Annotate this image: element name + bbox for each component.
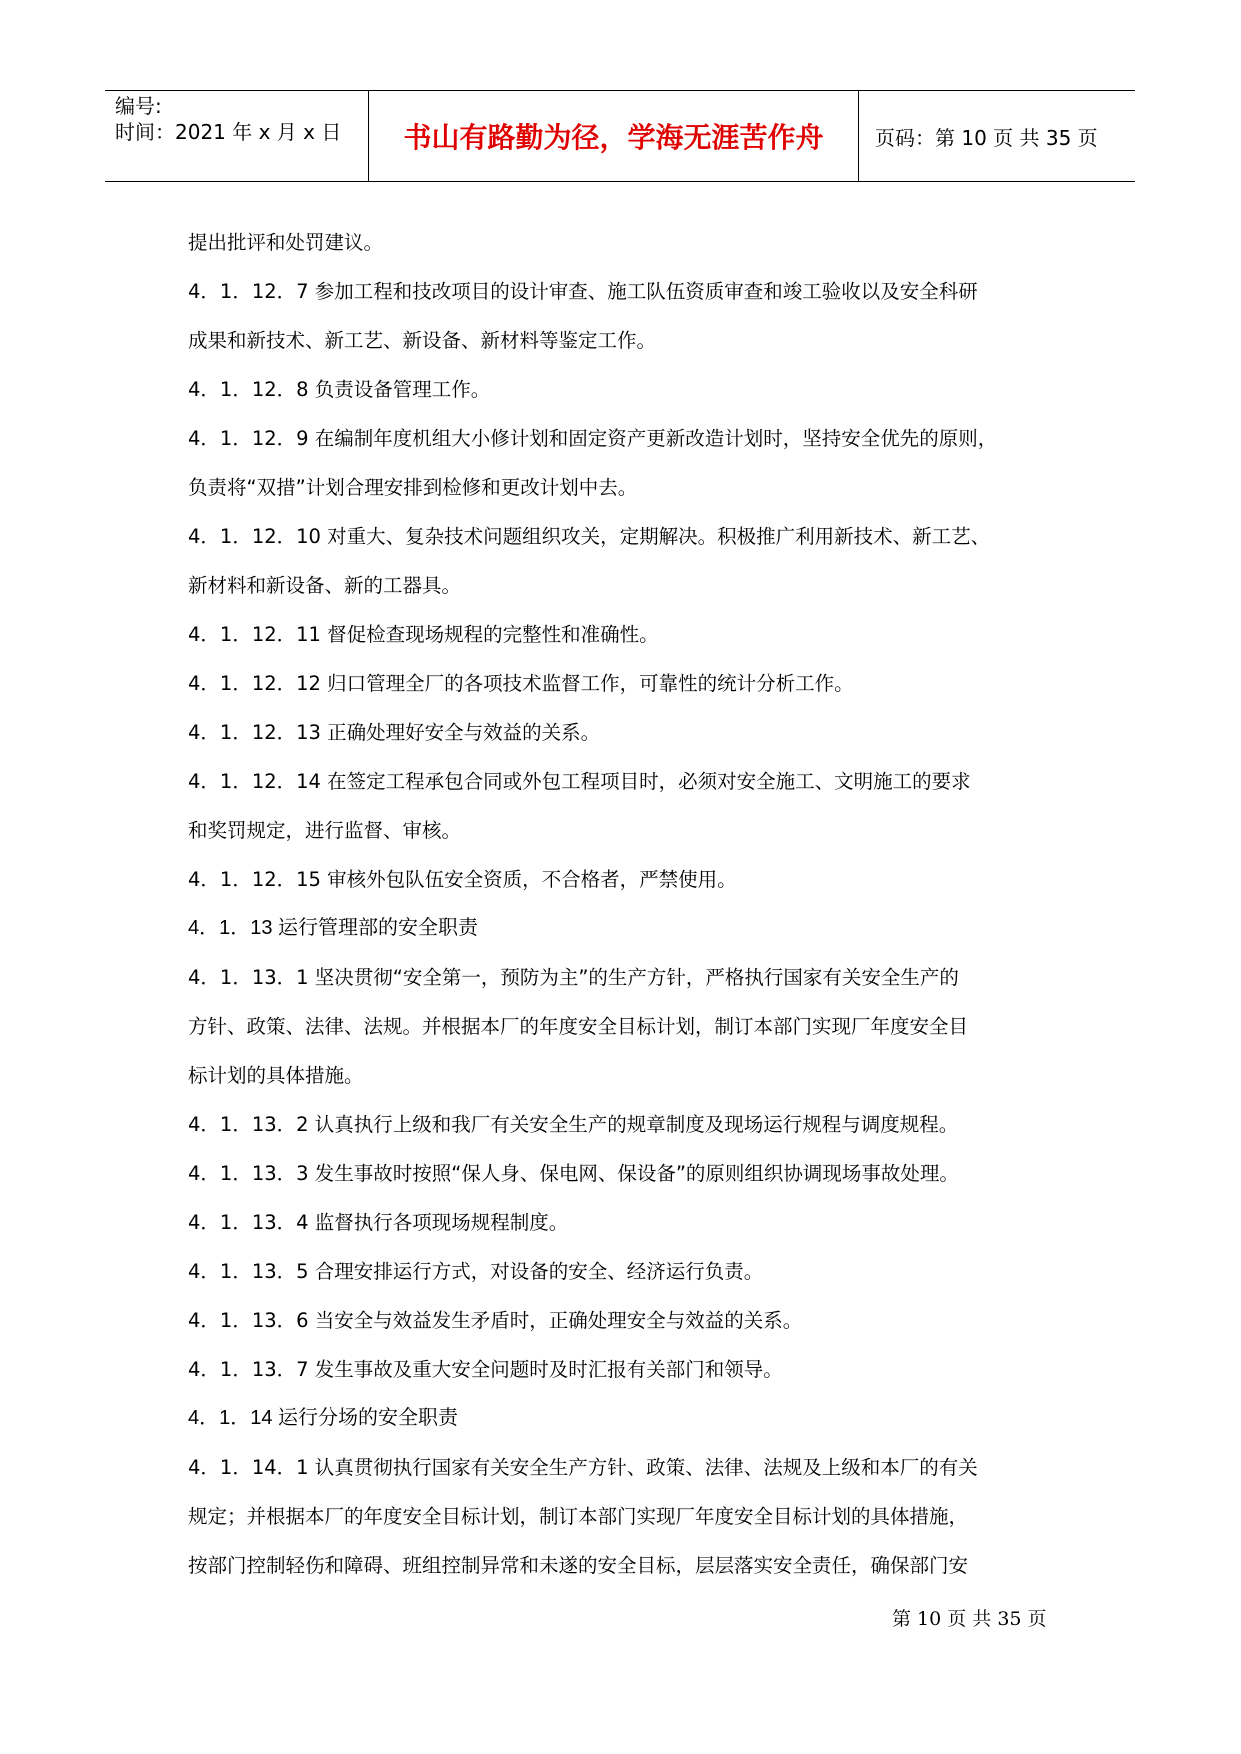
page-footer: 第 10 页 共 35 页 — [892, 1608, 1047, 1630]
header-info-cell — [105, 91, 369, 181]
body-line: 4．1．13．3 发生事故时按照“保人身、保电网、保设备”的原则组织协调现场事故处理。 — [188, 1162, 959, 1185]
body-line: 4．1．12．8 负责设备管理工作。 — [188, 378, 491, 401]
body-line: 4．1．12．9 在编制年度机组大小修计划和固定资产更新改造计划时，坚持安全优先的原则， — [188, 427, 998, 450]
body-line: 成果和新技术、新工艺、新设备、新材料等鉴定工作。 — [188, 329, 657, 352]
body-line: 4．1．12．11 督促检查现场规程的完整性和准确性。 — [188, 623, 659, 646]
body-line: 4．1．13．1 坚决贯彻“安全第一，预防为主”的生产方针，严格执行国家有关安全生产的 — [188, 966, 959, 989]
body-line: 4．1．12．14 在签定工程承包合同或外包工程项目时，必须对安全施工、文明施工的要求 — [188, 770, 971, 793]
header-motto-cell — [369, 91, 859, 181]
body-line: 负责将“双措”计划合理安排到检修和更改计划中去。 — [188, 476, 638, 499]
body-line: 方针、政策、法律、法规。并根据本厂的年度安全目标计划，制订本部门实现厂年度安全目 — [188, 1015, 969, 1038]
body-line: 规定；并根据本厂的年度安全目标计划，制订本部门实现厂年度安全目标计划的具体措施， — [188, 1505, 969, 1528]
header-motto: 书山有路勤为径，学海无涯苦作舟 — [403, 121, 824, 154]
body-line: 4．1．13．7 发生事故及重大安全问题时及时汇报有关部门和领导。 — [188, 1358, 783, 1381]
page-header — [105, 90, 1135, 182]
body-line: 4．1．14．1 认真贯彻执行国家有关安全生产方针、政策、法律、法规及上级和本厂的有关 — [188, 1456, 978, 1479]
body-line: 4．1．13．5 合理安排运行方式，对设备的安全、经济运行负责。 — [188, 1260, 764, 1283]
header-page-code: 页码：第 10 页 共 35 页 — [875, 126, 1098, 150]
body-line: 和奖罚规定，进行监督、审核。 — [188, 819, 462, 842]
body-line: 4．1．13．4 监督执行各项现场规程制度。 — [188, 1211, 569, 1234]
body-line: 4．1．12．7 参加工程和技改项目的设计审查、施工队伍资质审查和竣工验收以及安全科研 — [188, 280, 978, 303]
body-line: 4．1．12．12 归口管理全厂的各项技术监督工作，可靠性的统计分析工作。 — [188, 672, 854, 695]
body-line: 4．1．12．10 对重大、复杂技术问题组织攻关，定期解决。积极推广利用新技术、新工艺、 — [188, 525, 991, 548]
body-line: 新材料和新设备、新的工器具。 — [188, 574, 462, 597]
doc-time-label: 时间：2021 年 x 月 x 日 — [115, 120, 342, 144]
document-body — [188, 218, 1068, 1590]
header-page-cell — [859, 91, 1135, 181]
body-line: 标计划的具体措施。 — [188, 1064, 364, 1087]
body-line: 4．1．13．6 当安全与效益发生矛盾时，正确处理安全与效益的关系。 — [188, 1309, 803, 1332]
doc-number-label: 编号: — [115, 94, 162, 118]
body-line: 按部门控制轻伤和障碍、班组控制异常和未遂的安全目标，层层落实安全责任，确保部门安 — [188, 1554, 969, 1577]
body-line: 4．1．12．13 正确处理好安全与效益的关系。 — [188, 721, 601, 744]
section-heading: 4．1．13 运行管理部的安全职责 — [188, 917, 479, 939]
section-heading: 4．1．14 运行分场的安全职责 — [188, 1407, 459, 1429]
body-line: 提出批评和处罚建议。 — [188, 231, 384, 254]
body-line: 4．1．12．15 审核外包队伍安全资质，不合格者，严禁使用。 — [188, 868, 737, 891]
body-line: 4．1．13．2 认真执行上级和我厂有关安全生产的规章制度及现场运行规程与调度规程。 — [188, 1113, 959, 1136]
